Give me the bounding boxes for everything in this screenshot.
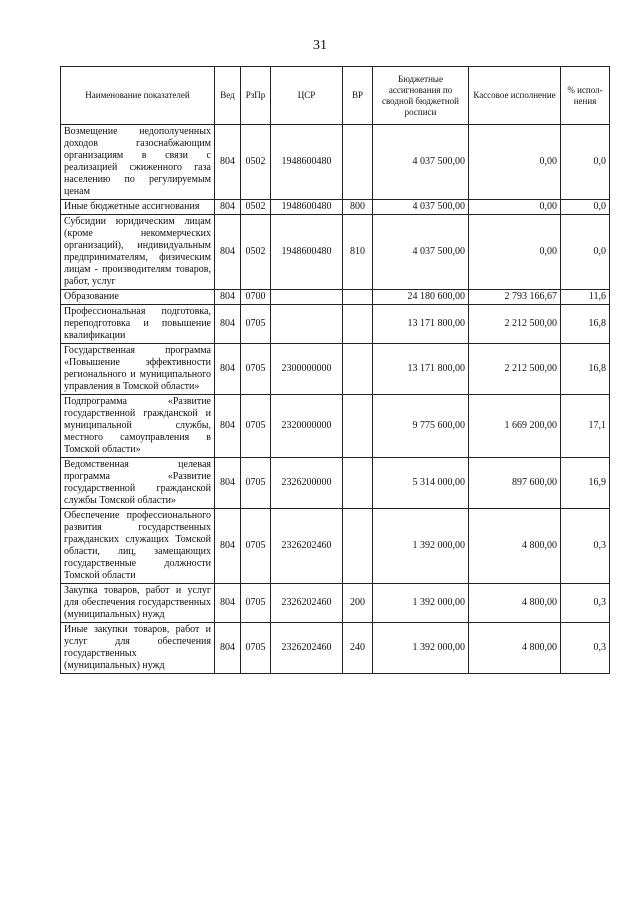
row-budget: 9 775 600,00 [373,395,469,458]
row-rzpr: 0705 [241,584,271,623]
row-name: Иные бюджетные ассигнования [61,200,215,215]
row-budget: 1 392 000,00 [373,623,469,674]
row-name: Ведомственная целевая программа «Развитие государственной гражданской службы Томской области» [61,458,215,509]
row-cash: 0,00 [469,215,561,290]
header-vr: ВР [343,67,373,125]
row-percent: 0,0 [561,125,610,200]
row-budget: 13 171 800,00 [373,344,469,395]
row-name: Возмещение недополученных доходов газоснабжающим организациям в связи с реализацией сжиженного газа населению по регулируемым ценам [61,125,215,200]
row-cash: 4 800,00 [469,623,561,674]
row-percent: 16,8 [561,305,610,344]
row-ved: 804 [215,305,241,344]
table-row [61,623,610,674]
row-vr: 810 [343,215,373,290]
row-cash: 897 600,00 [469,458,561,509]
row-cash: 0,00 [469,125,561,200]
page-number: 31 [313,38,327,53]
row-name: Профессиональная подготовка, переподготовка и повышение квалификации [61,305,215,344]
row-vr [343,290,373,305]
row-csr: 1948600480 [271,200,343,215]
row-name: Подпрограмма «Развитие государственной гражданской и муниципальной службы, местного самоуправления в Томской области» [61,395,215,458]
row-cash: 0,00 [469,200,561,215]
row-percent: 0,3 [561,584,610,623]
header-csr: ЦСР [271,67,343,125]
row-name: Закупка товаров, работ и услуг для обеспечения государственных (муниципальных) нужд [61,584,215,623]
row-percent: 16,8 [561,344,610,395]
row-rzpr: 0502 [241,215,271,290]
table-header-row [61,67,610,125]
header-cash: Кассовое исполнение [469,67,561,125]
row-rzpr: 0705 [241,344,271,395]
row-cash: 2 212 500,00 [469,305,561,344]
row-budget: 1 392 000,00 [373,584,469,623]
row-vr [343,458,373,509]
header-budget: Бюджетные ассигнования по сводной бюджетной росписи [373,67,469,125]
header-percent: % испол-нения [561,67,610,125]
table-body [61,125,610,674]
row-percent: 11,6 [561,290,610,305]
row-budget: 5 314 000,00 [373,458,469,509]
row-csr: 2326202460 [271,509,343,584]
row-budget: 24 180 600,00 [373,290,469,305]
row-budget: 1 392 000,00 [373,509,469,584]
row-csr: 2300000000 [271,344,343,395]
row-rzpr: 0705 [241,305,271,344]
row-csr [271,290,343,305]
row-budget: 4 037 500,00 [373,215,469,290]
header-name: Наименование показателей [61,67,215,125]
row-ved: 804 [215,125,241,200]
row-name: Образование [61,290,215,305]
row-name: Иные закупки товаров, работ и услуг для обеспечения государственных (муниципальных) нужд [61,623,215,674]
row-cash: 2 793 166,67 [469,290,561,305]
row-percent: 17,1 [561,395,610,458]
table-row [61,395,610,458]
row-budget: 4 037 500,00 [373,125,469,200]
row-csr: 2320000000 [271,395,343,458]
row-percent: 0,0 [561,215,610,290]
row-percent: 0,3 [561,623,610,674]
table-row [61,290,610,305]
table-row [61,305,610,344]
table-row [61,125,610,200]
row-budget: 13 171 800,00 [373,305,469,344]
row-rzpr: 0705 [241,395,271,458]
row-vr: 800 [343,200,373,215]
row-csr: 1948600480 [271,215,343,290]
row-csr: 1948600480 [271,125,343,200]
row-percent: 0,3 [561,509,610,584]
row-rzpr: 0705 [241,458,271,509]
header-rzpr: РзПр [241,67,271,125]
table-row [61,458,610,509]
row-cash: 1 669 200,00 [469,395,561,458]
table-row [61,344,610,395]
row-name: Субсидии юридическим лицам (кроме некоммерческих организаций), индивидуальным предпринимателям, физическим лицам - производителям товаров, работ, услуг [61,215,215,290]
header-ved: Вед [215,67,241,125]
row-vr [343,344,373,395]
row-ved: 804 [215,509,241,584]
row-csr: 2326202460 [271,623,343,674]
row-rzpr: 0502 [241,125,271,200]
row-cash: 4 800,00 [469,584,561,623]
row-percent: 0,0 [561,200,610,215]
budget-execution-table [60,66,610,674]
row-vr: 240 [343,623,373,674]
row-percent: 16,9 [561,458,610,509]
row-vr [343,305,373,344]
row-ved: 804 [215,458,241,509]
table-row [61,200,610,215]
row-vr [343,509,373,584]
row-cash: 4 800,00 [469,509,561,584]
row-ved: 804 [215,344,241,395]
row-csr [271,305,343,344]
row-csr: 2326202460 [271,584,343,623]
row-rzpr: 0700 [241,290,271,305]
table-row [61,509,610,584]
row-ved: 804 [215,395,241,458]
row-ved: 804 [215,584,241,623]
table-row [61,215,610,290]
row-name: Государственная программа «Повышение эффективности регионального и муниципального управления в Томской области» [61,344,215,395]
row-vr [343,395,373,458]
row-ved: 804 [215,215,241,290]
row-cash: 2 212 500,00 [469,344,561,395]
row-rzpr: 0705 [241,623,271,674]
row-ved: 804 [215,290,241,305]
row-vr: 200 [343,584,373,623]
row-csr: 2326200000 [271,458,343,509]
row-name: Обеспечение профессионального развития государственных гражданских служащих Томской области, лиц, замещающих государственные должности Томской области [61,509,215,584]
row-ved: 804 [215,200,241,215]
row-ved: 804 [215,623,241,674]
table-row [61,584,610,623]
row-rzpr: 0502 [241,200,271,215]
row-budget: 4 037 500,00 [373,200,469,215]
row-vr [343,125,373,200]
row-rzpr: 0705 [241,509,271,584]
